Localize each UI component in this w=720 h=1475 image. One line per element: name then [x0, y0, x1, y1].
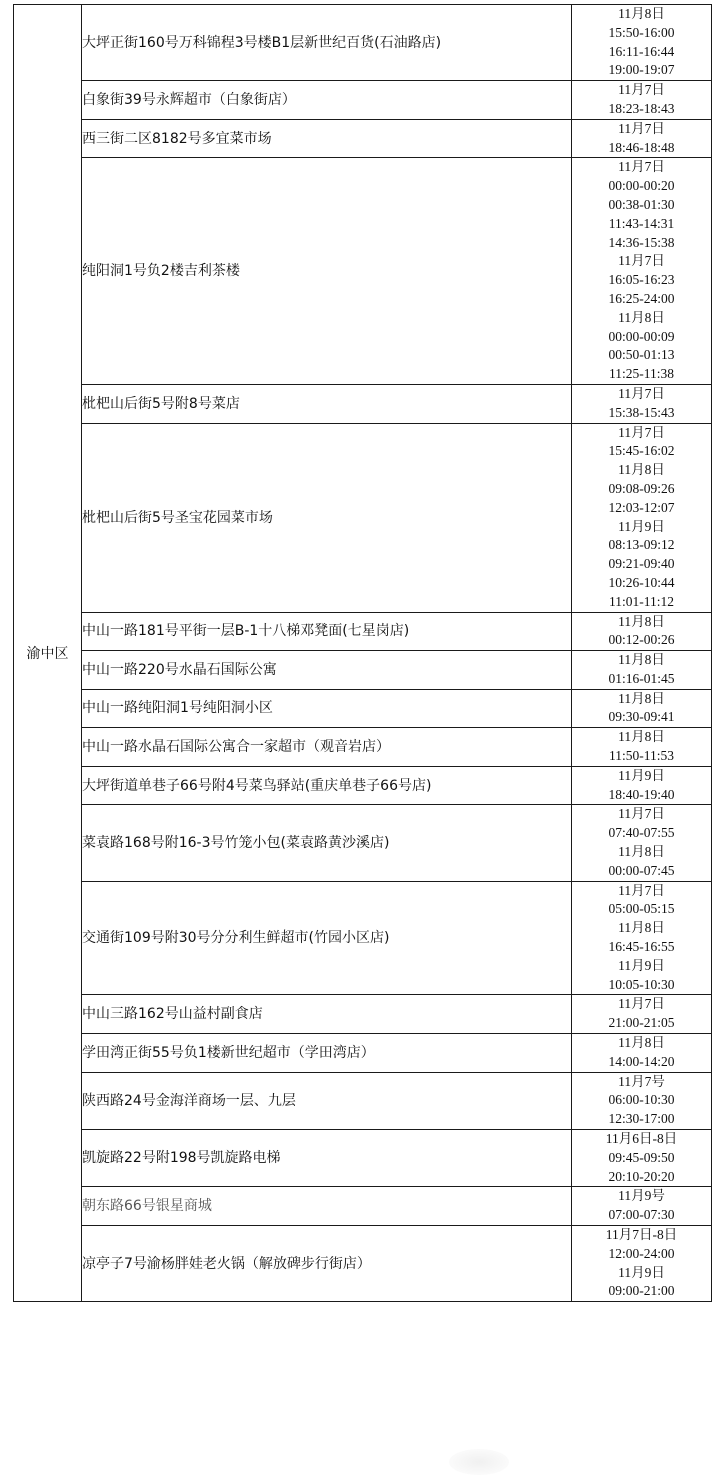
time-line: 19:00-19:07 — [608, 62, 675, 78]
exposure-location-sheet — [13, 4, 711, 1474]
place-cell: 菜袁路168号附16-3号竹笼小包(菜袁路黄沙溪店) — [82, 805, 572, 881]
time-cell — [572, 766, 712, 805]
table-row — [14, 384, 712, 423]
time-line: 11:25-11:38 — [609, 366, 674, 382]
time-cell — [572, 1072, 712, 1129]
place-cell: 朝东路66号银星商城 — [82, 1187, 572, 1226]
time-line: 18:46-18:48 — [608, 139, 675, 155]
place-cell: 白象街39号永辉超市（白象街店） — [82, 81, 572, 120]
district-cell: 渝中区 — [14, 5, 82, 1302]
time-line: 18:40-19:40 — [608, 786, 675, 802]
time-line: 12:00-24:00 — [608, 1245, 675, 1261]
place-cell: 西三街二区8182号多宜菜市场 — [82, 119, 572, 158]
place-cell: 大坪街道单巷子66号附4号菜鸟驿站(重庆单巷子66号店) — [82, 766, 572, 805]
place-cell: 陕西路24号金海洋商场一层、九层 — [82, 1072, 572, 1129]
time-line: 00:00-07:45 — [608, 862, 675, 878]
time-line: 11月7日 — [618, 882, 665, 898]
time-line: 09:08-09:26 — [608, 480, 675, 496]
place-cell: 枇杷山后街5号附8号菜店 — [82, 384, 572, 423]
time-line: 11月7日 — [618, 996, 665, 1012]
time-cell — [572, 81, 712, 120]
table-row — [14, 81, 712, 120]
time-line: 11:43-14:31 — [608, 215, 675, 231]
time-line: 09:30-09:41 — [608, 709, 675, 725]
table-row — [14, 1187, 712, 1226]
scan-smudge — [449, 1449, 509, 1475]
time-line: 11月9日 — [618, 767, 665, 783]
time-line: 21:00-21:05 — [608, 1015, 675, 1031]
table-row — [14, 689, 712, 728]
time-line: 00:00-00:20 — [608, 178, 675, 194]
place-cell: 中山一路220号水晶石国际公寓 — [82, 651, 572, 690]
time-line: 10:26-10:44 — [608, 574, 675, 590]
time-line: 12:03-12:07 — [608, 499, 675, 515]
time-line: 18:23-18:43 — [608, 100, 675, 116]
place-cell: 中山一路水晶石国际公寓合一家超市（观音岩店） — [82, 728, 572, 767]
time-cell — [572, 1034, 712, 1073]
table-row — [14, 119, 712, 158]
time-line: 07:40-07:55 — [608, 825, 675, 841]
time-line: 07:00-07:30 — [608, 1207, 675, 1223]
time-cell — [572, 423, 712, 612]
time-line: 05:00-05:15 — [608, 901, 675, 917]
place-cell: 交通街109号附30号分分利生鲜超市(竹园小区店) — [82, 881, 572, 995]
time-line: 11月8日 — [618, 729, 665, 745]
time-line: 11月7日 — [618, 82, 665, 98]
time-line: 11月9日 — [618, 957, 665, 973]
time-line: 11月7日 — [618, 253, 665, 269]
time-line: 11月8日 — [618, 690, 665, 706]
time-cell — [572, 651, 712, 690]
table-row — [14, 1072, 712, 1129]
time-line: 16:25-24:00 — [608, 290, 675, 306]
time-line: 16:11-16:44 — [608, 43, 675, 59]
place-cell: 纯阳洞1号负2楼吉利茶楼 — [82, 158, 572, 385]
table-row — [14, 881, 712, 995]
time-line: 20:10-20:20 — [608, 1168, 675, 1184]
time-line: 16:45-16:55 — [608, 939, 675, 955]
time-line: 09:00-21:00 — [608, 1283, 675, 1299]
table-row — [14, 1034, 712, 1073]
place-cell: 中山一路纯阳洞1号纯阳洞小区 — [82, 689, 572, 728]
time-line: 11月7日 — [618, 806, 665, 822]
table-row — [14, 805, 712, 881]
time-cell — [572, 689, 712, 728]
time-line: 11月8日 — [618, 309, 665, 325]
time-line: 01:16-01:45 — [608, 670, 675, 686]
time-line: 14:00-14:20 — [608, 1053, 675, 1069]
time-line: 00:12-00:26 — [608, 632, 675, 648]
time-cell — [572, 995, 712, 1034]
time-line: 11月8日 — [618, 652, 665, 668]
place-cell: 凉亭子7号渝杨胖娃老火锅（解放碑步行街店） — [82, 1226, 572, 1302]
table-body — [14, 5, 712, 1302]
time-line: 14:36-15:38 — [608, 234, 675, 250]
time-line: 00:38-01:30 — [608, 196, 675, 212]
time-line: 11月8日 — [618, 613, 665, 629]
time-line: 11月9日 — [618, 1264, 665, 1280]
place-cell: 凯旋路22号附198号凯旋路电梯 — [82, 1130, 572, 1187]
table-row — [14, 766, 712, 805]
time-line: 06:00-10:30 — [608, 1092, 675, 1108]
time-cell — [572, 1226, 712, 1302]
time-line: 11月8日 — [618, 1035, 665, 1051]
place-cell: 学田湾正街55号负1楼新世纪超市（学田湾店） — [82, 1034, 572, 1073]
time-line: 11月9号 — [618, 1188, 665, 1204]
time-line: 11月7日-8日 — [605, 1227, 678, 1242]
time-line: 11月8日 — [618, 920, 665, 936]
time-cell — [572, 158, 712, 385]
place-cell: 大坪正街160号万科锦程3号楼B1层新世纪百货(石油路店) — [82, 5, 572, 81]
time-line: 11月7日 — [618, 424, 665, 440]
time-line: 11月8日 — [618, 462, 665, 478]
time-line: 11月7日 — [618, 120, 665, 136]
time-line: 00:50-01:13 — [608, 347, 675, 363]
time-line: 16:05-16:23 — [608, 272, 675, 288]
table-row — [14, 423, 712, 612]
time-line: 11月9日 — [618, 518, 665, 534]
time-line: 11月8日 — [618, 6, 665, 21]
time-cell — [572, 1187, 712, 1226]
time-line: 11月8日 — [618, 844, 665, 860]
table-row — [14, 612, 712, 651]
table-row — [14, 995, 712, 1034]
time-line: 11月7日 — [618, 385, 665, 401]
place-cell: 中山三路162号山益村副食店 — [82, 995, 572, 1034]
time-line: 12:30-17:00 — [608, 1111, 675, 1127]
time-cell — [572, 5, 712, 81]
place-cell: 中山一路181号平街一层B-1十八梯邓凳面(七星岗店) — [82, 612, 572, 651]
time-line: 15:50-16:00 — [608, 24, 675, 40]
time-line: 09:45-09:50 — [608, 1149, 675, 1165]
time-cell — [572, 1130, 712, 1187]
time-line: 09:21-09:40 — [608, 556, 675, 572]
time-cell — [572, 612, 712, 651]
exposure-location-table — [13, 4, 712, 1302]
time-cell — [572, 881, 712, 995]
table-row — [14, 5, 712, 81]
time-line: 15:45-16:02 — [608, 443, 675, 459]
time-cell — [572, 119, 712, 158]
time-cell — [572, 728, 712, 767]
time-line: 11:01-11:12 — [609, 593, 674, 609]
table-row — [14, 728, 712, 767]
time-line: 11月7日 — [618, 159, 665, 175]
table-row — [14, 158, 712, 385]
time-line: 15:38-15:43 — [608, 404, 675, 420]
table-row — [14, 651, 712, 690]
time-line: 11月6日-8日 — [605, 1131, 678, 1147]
time-line: 08:13-09:12 — [608, 537, 675, 553]
table-row — [14, 1226, 712, 1302]
time-cell — [572, 805, 712, 881]
place-cell: 枇杷山后街5号圣宝花园菜市场 — [82, 423, 572, 612]
time-line: 11:50-11:53 — [609, 748, 674, 764]
time-line: 11月7号 — [618, 1073, 665, 1089]
table-row — [14, 1130, 712, 1187]
time-cell — [572, 384, 712, 423]
time-line: 10:05-10:30 — [608, 976, 675, 992]
time-line: 00:00-00:09 — [608, 328, 675, 344]
